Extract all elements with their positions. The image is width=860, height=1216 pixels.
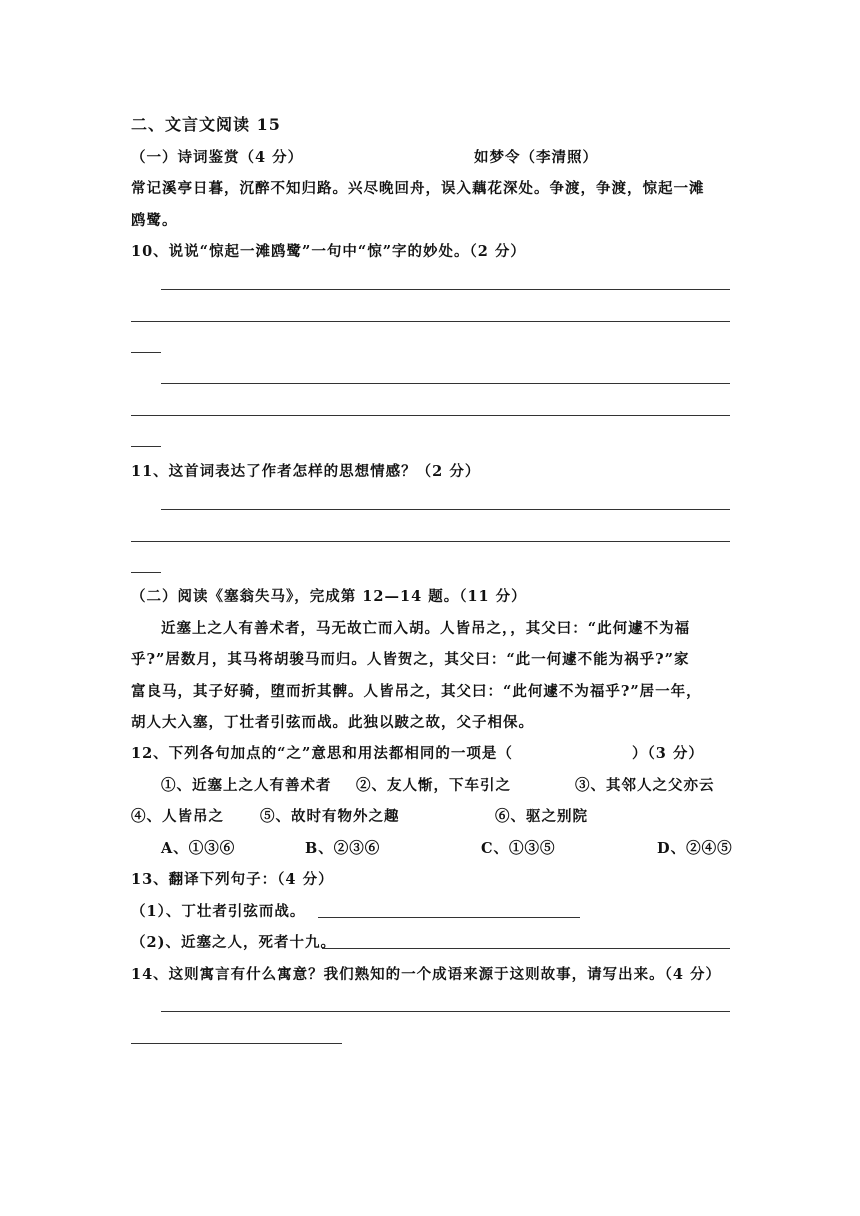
poem-line-2: 鸥鹭。 <box>131 212 178 229</box>
question-12: 12、下列各句加点的“之”意思和用法都相同的一项是（ <box>131 745 513 762</box>
part2-header: （二）阅读《塞翁失马》，完成第 12—14 题。（11 分） <box>131 588 527 605</box>
q12-option-a[interactable]: A、①③⑥ <box>161 840 236 857</box>
part1-header: （一）诗词鉴赏（4 分） <box>131 149 304 166</box>
passage-line: 乎?”居数月，其马将胡骏马而归。人皆贺之，其父曰：“此一何遽不能为祸乎?”家 <box>131 651 690 668</box>
q12-option-c[interactable]: C、①③⑤ <box>481 840 556 857</box>
question-12-score: ）（3 分） <box>632 745 704 762</box>
answer-line[interactable] <box>161 509 730 510</box>
answer-line-end[interactable] <box>131 572 161 573</box>
answer-line[interactable] <box>131 321 730 322</box>
q12-item-6: ⑥、驱之别院 <box>495 808 588 825</box>
answer-line[interactable] <box>131 1043 342 1044</box>
q12-option-b[interactable]: B、②③⑥ <box>305 840 381 857</box>
poem-title: 如梦令（李清照） <box>474 149 598 166</box>
q13-sentence-1: （1）、丁壮者引弦而战。 <box>131 903 306 920</box>
answer-line[interactable] <box>161 1011 730 1012</box>
passage-line: 近塞上之人有善术者，马无故亡而入胡。人皆吊之，，其父曰：“此何遽不为福 <box>161 620 691 637</box>
q12-item-3: ③、其邻人之父亦云 <box>575 777 715 794</box>
q12-item-4: ④、人皆吊之 <box>131 808 224 825</box>
section-title: 二、文言文阅读 15 <box>131 115 281 134</box>
passage-line: 富良马，其子好骑，堕而折其髀。人皆吊之，其父曰：“此何遽不为福乎?”居一年， <box>131 683 702 700</box>
q12-item-5: ⑤、故时有物外之趣 <box>260 808 400 825</box>
q12-option-d[interactable]: D、②④⑤ <box>657 840 733 857</box>
q12-item-2: ②、友人惭，下车引之 <box>356 777 511 794</box>
question-13: 13、翻译下列句子：（4 分） <box>131 871 334 888</box>
answer-line-end[interactable] <box>131 352 161 353</box>
poem-line-1: 常记溪亭日暮，沉醉不知归路。兴尽晚回舟，误入藕花深处。争渡，争渡，惊起一滩 <box>131 180 705 197</box>
answer-line[interactable] <box>131 415 730 416</box>
answer-line[interactable] <box>131 541 730 542</box>
question-14: 14、这则寓言有什么寓意？我们熟知的一个成语来源于这则故事，请写出来。（4 分） <box>131 966 722 983</box>
answer-line-end[interactable] <box>131 446 161 447</box>
answer-line[interactable] <box>322 948 730 949</box>
question-10: 10、说说“惊起一滩鸥鹭”一句中“惊”字的妙处。（2 分） <box>131 243 526 260</box>
answer-line[interactable] <box>318 917 580 918</box>
answer-line[interactable] <box>161 289 730 290</box>
passage-line: 胡人大入塞，丁壮者引弦而战。此独以跛之故，父子相保。 <box>131 714 534 731</box>
question-11: 11、这首词表达了作者怎样的思想情感？（2 分） <box>131 463 481 480</box>
answer-line[interactable] <box>161 383 730 384</box>
q13-sentence-2: （2)、近塞之人，死者十九。 <box>131 934 336 951</box>
q12-item-1: ①、近塞上之人有善术者 <box>161 777 332 794</box>
